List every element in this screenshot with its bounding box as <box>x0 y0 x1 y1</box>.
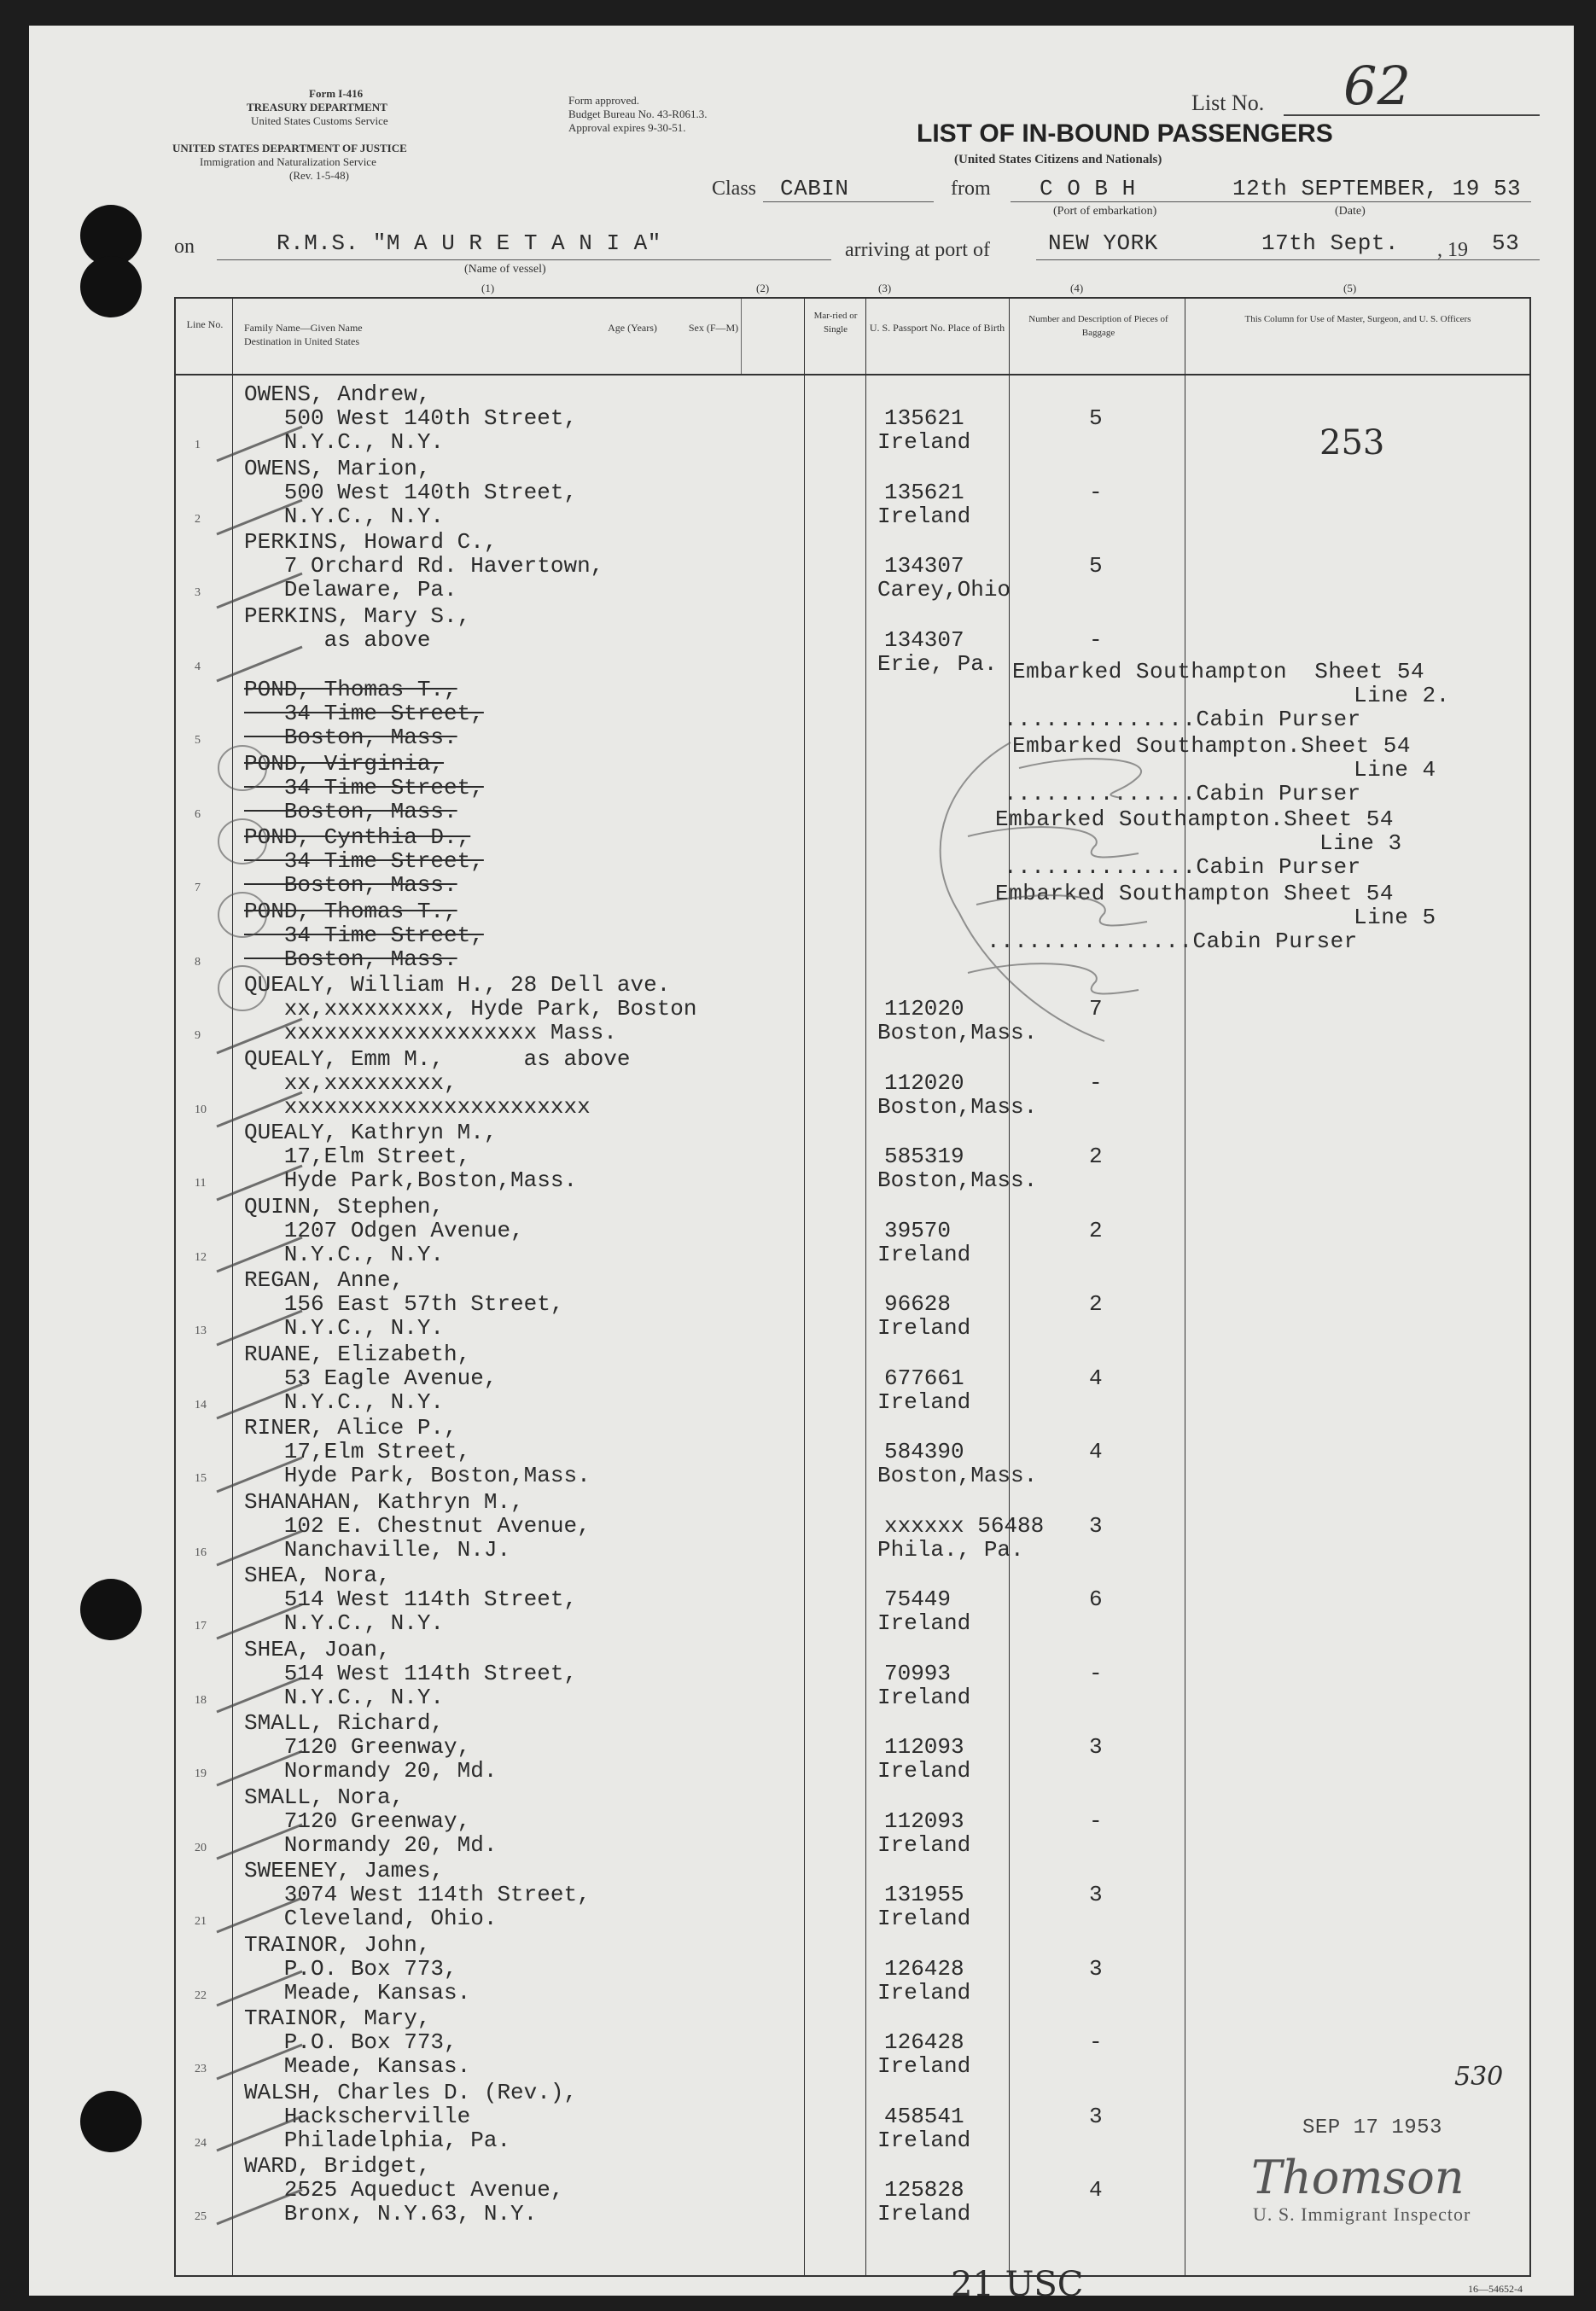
passenger-city: xxxxxxxxxxxxxxxxxxx Mass. <box>244 1020 617 1045</box>
baggage-count: 4 <box>1089 2177 1103 2203</box>
line-number: 12 <box>195 1250 207 1264</box>
ins: Immigration and Naturalization Service <box>200 155 376 168</box>
passenger-address: 7120 Greenway, <box>244 1807 471 1834</box>
embark-port: C O B H <box>1040 176 1136 201</box>
baggage-count: 2 <box>1089 1217 1103 1243</box>
inspector-signature: Thomson <box>1251 2151 1465 2204</box>
col-sex: Sex (F—M) <box>688 322 739 334</box>
revision: (Rev. 1-5-48) <box>289 169 349 182</box>
passenger-name: QUINN, Stephen, <box>244 1193 445 1220</box>
place-of-birth: Boston,Mass. <box>877 1167 1038 1193</box>
from-label: from <box>951 178 991 200</box>
passenger-name: WARD, Bridget, <box>244 2153 431 2179</box>
table-row <box>176 1045 1529 1120</box>
col-age: Age (Years) <box>608 322 657 334</box>
place-of-birth: Ireland <box>877 2201 971 2227</box>
form-approved: Form approved. <box>568 94 640 107</box>
line-number: 21 <box>195 1915 207 1928</box>
col-num-5: (5) <box>1343 282 1357 294</box>
baggage-count: - <box>1089 1660 1103 1686</box>
passenger-name: RINER, Alice P., <box>244 1415 457 1441</box>
place-of-birth: Ireland <box>877 1388 971 1415</box>
table-row <box>176 824 1529 898</box>
stamp-number: 530 <box>1454 2062 1504 2092</box>
passenger-city: Philadelphia, Pa. <box>244 2127 511 2153</box>
passenger-name: SHANAHAN, Kathryn M., <box>244 1488 524 1515</box>
table-row <box>176 1266 1529 1341</box>
place-of-birth: Ireland <box>877 1831 971 1858</box>
place-of-birth: Ireland <box>877 1979 971 2005</box>
col-line-no: Line No. <box>186 318 224 330</box>
table-row <box>176 1784 1529 1858</box>
embarked-purser: ..............Cabin Purser <box>1004 780 1361 806</box>
line-number: 6 <box>195 807 201 821</box>
passenger-city: N.Y.C., N.Y. <box>244 1684 445 1710</box>
arrival-port: NEW YORK <box>1048 230 1158 256</box>
table-row <box>176 1119 1529 1193</box>
passenger-address: 102 E. Chestnut Avenue, <box>244 1512 591 1539</box>
embarked-line: Line 2. <box>1354 683 1450 708</box>
passenger-city: Bronx, N.Y.63, N.Y. <box>244 2201 538 2227</box>
approval-expires: Approval expires 9-30-51. <box>568 121 686 134</box>
place-of-birth: Ireland <box>877 1315 971 1341</box>
passenger-name: REGAN, Anne, <box>244 1267 405 1293</box>
baggage-count: 6 <box>1089 1586 1103 1612</box>
passenger-address: 53 Eagle Avenue, <box>244 1365 498 1391</box>
passenger-address: 3074 West 114th Street, <box>244 1882 591 1907</box>
col-passport: U. S. Passport No. Place of Birth <box>869 322 1005 334</box>
passenger-city: Delaware, Pa. <box>244 577 457 602</box>
passenger-address: 7120 Greenway, <box>244 1734 471 1760</box>
passenger-name: OWENS, Andrew, <box>244 381 431 407</box>
passport-number: 126428 <box>884 2029 964 2055</box>
table-row <box>176 1636 1529 1710</box>
passenger-name: RUANE, Elizabeth, <box>244 1341 471 1367</box>
passenger-name: TRAINOR, John, <box>244 1931 431 1958</box>
year-prefix: , 19 <box>1437 239 1468 261</box>
line-number: 25 <box>195 2210 207 2223</box>
passenger-name: SMALL, Nora, <box>244 1784 405 1810</box>
line-number: 17 <box>195 1620 207 1633</box>
baggage-count: 3 <box>1089 1512 1103 1539</box>
place-of-birth: Ireland <box>877 1906 971 1931</box>
passenger-city: Hyde Park, Boston,Mass. <box>244 1463 591 1488</box>
baggage-count: 4 <box>1089 1439 1103 1464</box>
passport-number: 39570 <box>884 1217 952 1243</box>
passenger-city: Boston, Mass. <box>244 872 457 898</box>
passport-number: 677661 <box>884 1365 964 1391</box>
doj: UNITED STATES DEPARTMENT OF JUSTICE <box>172 142 407 154</box>
table-row <box>176 1931 1529 2005</box>
passport-number: 135621 <box>884 479 964 505</box>
passenger-name: POND, Virginia, <box>244 750 445 777</box>
passenger-address: P.O. Box 773, <box>244 2029 457 2055</box>
table-row <box>176 971 1529 1045</box>
passenger-city: Normandy 20, Md. <box>244 1758 498 1784</box>
passport-number: 112020 <box>884 996 964 1022</box>
place-of-birth: Ireland <box>877 1758 971 1784</box>
embarked-text: Embarked Southampton.Sheet 54 <box>995 806 1394 832</box>
passport-number: 112020 <box>884 1069 964 1096</box>
embarked-line: Line 3 <box>1319 830 1402 856</box>
passenger-address: 514 West 114th Street, <box>244 1660 578 1686</box>
passenger-address: 2525 Aqueduct Avenue, <box>244 2177 564 2203</box>
embarked-line: Line 5 <box>1354 904 1436 930</box>
passenger-city: Nanchaville, N.J. <box>244 1536 511 1563</box>
table-row <box>176 528 1529 602</box>
line-number: 8 <box>195 955 201 969</box>
on-label: on <box>174 236 195 258</box>
line-number: 13 <box>195 1324 207 1337</box>
place-of-birth: Erie, Pa. <box>877 650 998 677</box>
baggage-count: 3 <box>1089 1734 1103 1760</box>
place-of-birth: Ireland <box>877 429 971 455</box>
embark-date: 12th SEPTEMBER, 19 53 <box>1232 176 1522 201</box>
table-row <box>176 1193 1529 1267</box>
passport-number: 131955 <box>884 1882 964 1907</box>
passport-number: 112093 <box>884 1734 964 1760</box>
col-name: Family Name—Given Name <box>244 322 363 334</box>
treasury-dept: TREASURY DEPARTMENT <box>247 101 387 114</box>
passenger-city: Cleveland, Ohio. <box>244 1906 498 1931</box>
passenger-address: 17,Elm Street, <box>244 1439 471 1464</box>
customs-service: United States Customs Service <box>251 114 388 127</box>
passenger-rows <box>176 381 1529 2267</box>
passport-number: 585319 <box>884 1144 964 1169</box>
table-row <box>176 898 1529 972</box>
col-num-2: (2) <box>756 282 770 294</box>
col-officers: This Column for Use of Master, Surgeon, and U. S. Officers <box>1244 314 1471 324</box>
class-label: Class <box>712 178 757 200</box>
baggage-count: - <box>1089 2029 1103 2055</box>
line-number: 23 <box>195 2063 207 2075</box>
line-number: 11 <box>195 1177 207 1190</box>
line-number: 9 <box>195 1029 201 1042</box>
place-of-birth: Ireland <box>877 2127 971 2153</box>
embarked-purser: ...............Cabin Purser <box>987 928 1358 954</box>
table-row <box>176 1562 1529 1636</box>
col-destination: Destination in United States <box>244 335 359 347</box>
baggage-count: 5 <box>1089 553 1103 579</box>
table-row <box>176 2005 1529 2079</box>
table-row <box>176 2079 1529 2153</box>
passenger-city: N.Y.C., N.Y. <box>244 1315 445 1341</box>
passenger-name: QUEALY, Kathryn M., <box>244 1120 498 1145</box>
passport-number: 126428 <box>884 1955 964 1982</box>
line-number: 10 <box>195 1103 207 1116</box>
arriving-label: arriving at port of <box>845 239 990 261</box>
passport-number: 458541 <box>884 2103 964 2129</box>
passenger-address: 500 West 140th Street, <box>244 405 578 431</box>
page-subtitle: (United States Citizens and Nationals) <box>954 153 1162 166</box>
embarked-line: Line 4 <box>1354 756 1436 783</box>
list-no: 62 <box>1343 55 1411 117</box>
line-number: 20 <box>195 1841 207 1854</box>
passenger-address: as above <box>244 626 431 653</box>
passport-number: 135621 <box>884 405 964 431</box>
passenger-name: QUEALY, Emm M., as above <box>244 1045 631 1072</box>
passenger-name: PERKINS, Mary S., <box>244 602 471 629</box>
passenger-name: TRAINOR, Mary, <box>244 2005 431 2031</box>
passenger-address: 17,Elm Street, <box>244 1144 471 1169</box>
passport-number: 75449 <box>884 1586 952 1612</box>
place-of-birth: Ireland <box>877 2053 971 2079</box>
binder-hole <box>80 2091 142 2152</box>
baggage-count: 2 <box>1089 1144 1103 1169</box>
passenger-address: 34 Time Street, <box>244 848 484 874</box>
form-number: Form I-416 <box>309 87 364 100</box>
passenger-city: N.Y.C., N.Y. <box>244 429 445 455</box>
table-row <box>176 1414 1529 1488</box>
passenger-city: N.Y.C., N.Y. <box>244 1241 445 1267</box>
port-caption: (Port of embarkation) <box>1053 205 1157 218</box>
passenger-name: POND, Thomas T., <box>244 677 457 702</box>
table-row <box>176 1857 1529 1931</box>
date-caption: (Date) <box>1335 205 1366 218</box>
place-of-birth: Carey,Ohio <box>877 577 1011 602</box>
passenger-city: Hyde Park,Boston,Mass. <box>244 1167 578 1193</box>
baggage-count: 3 <box>1089 2103 1103 2129</box>
line-number: 4 <box>195 660 201 673</box>
baggage-count: - <box>1089 479 1103 505</box>
passenger-city: N.Y.C., N.Y. <box>244 503 445 529</box>
line-number: 3 <box>195 586 201 599</box>
line-number: 19 <box>195 1767 207 1780</box>
footer-handwriting: 21 USC <box>951 2265 1084 2304</box>
passenger-address: 34 Time Street, <box>244 922 484 948</box>
col-baggage: Number and Description of Pieces of Baggage <box>1028 314 1168 338</box>
line-number: 2 <box>195 512 201 526</box>
binder-hole <box>80 1579 142 1640</box>
table-row <box>176 602 1529 677</box>
passenger-address: P.O. Box 773, <box>244 1955 457 1982</box>
class-value: CABIN <box>780 176 849 201</box>
table-row <box>176 676 1529 750</box>
passport-number: 125828 <box>884 2177 964 2203</box>
passenger-name: SHEA, Joan, <box>244 1636 391 1662</box>
passenger-city: N.Y.C., N.Y. <box>244 1610 445 1636</box>
line-number: 5 <box>195 734 201 747</box>
place-of-birth: Ireland <box>877 1610 971 1636</box>
line-number: 22 <box>195 1988 207 2002</box>
passenger-city: Boston, Mass. <box>244 946 457 972</box>
place-of-birth: Boston,Mass. <box>877 1020 1038 1045</box>
page-title: LIST OF IN-BOUND PASSENGERS <box>917 119 1333 148</box>
embarked-purser: ..............Cabin Purser <box>1004 707 1361 732</box>
passenger-name: PERKINS, Howard C., <box>244 529 498 555</box>
table-row <box>176 1341 1529 1415</box>
passenger-name: QUEALY, William H., 28 Dell ave. <box>244 972 671 998</box>
baggage-count: 4 <box>1089 1365 1103 1391</box>
line-number: 7 <box>195 882 201 894</box>
passenger-name: SWEENEY, James, <box>244 1858 445 1883</box>
manifest-sheet <box>29 26 1574 2304</box>
place-of-birth: Ireland <box>877 1684 971 1710</box>
footer-code: 16—54652-4 <box>1468 2283 1523 2295</box>
budget-bureau: Budget Bureau No. 43-R061.3. <box>568 108 708 120</box>
passenger-city: N.Y.C., N.Y. <box>244 1388 445 1415</box>
line-number: 18 <box>195 1693 207 1707</box>
passenger-name: POND, Cynthia D., <box>244 824 471 850</box>
passenger-city: xxxxxxxxxxxxxxxxxxxxxxx <box>244 1093 591 1120</box>
vessel-caption: (Name of vessel) <box>464 263 546 276</box>
baggage-count: 7 <box>1089 996 1103 1022</box>
officer-number: 253 <box>1319 423 1385 463</box>
line-number: 15 <box>195 1472 207 1485</box>
embarked-text: Embarked Southampton.Sheet 54 <box>1012 732 1411 759</box>
passenger-city: Boston, Mass. <box>244 725 457 750</box>
passenger-name: OWENS, Marion, <box>244 455 431 481</box>
col-num-3: (3) <box>878 282 892 294</box>
passport-number: 584390 <box>884 1439 964 1464</box>
place-of-birth: Boston,Mass. <box>877 1093 1038 1120</box>
col-num-4: (4) <box>1070 282 1084 294</box>
passenger-name: SMALL, Richard, <box>244 1710 445 1736</box>
passenger-city: Boston, Mass. <box>244 798 457 824</box>
table-row <box>176 750 1529 824</box>
line-number: 24 <box>195 2136 207 2150</box>
baggage-count: - <box>1089 1807 1103 1834</box>
passenger-address: Hackscherville <box>244 2103 471 2129</box>
binder-hole <box>80 256 142 317</box>
passenger-address: 500 West 140th Street, <box>244 479 578 505</box>
embarked-text: Embarked Southampton Sheet 54 <box>995 880 1394 906</box>
baggage-count: 3 <box>1089 1955 1103 1982</box>
line-number: 14 <box>195 1398 207 1412</box>
passenger-name: WALSH, Charles D. (Rev.), <box>244 2079 578 2105</box>
place-of-birth: Ireland <box>877 503 971 529</box>
passenger-address: 34 Time Street, <box>244 701 484 726</box>
passenger-address: xx,xxxxxxxxx, Hyde Park, Boston <box>244 996 697 1022</box>
passenger-address: 1207 Odgen Avenue, <box>244 1217 524 1243</box>
passenger-address: 514 West 114th Street, <box>244 1586 578 1612</box>
passenger-city: Meade, Kansas. <box>244 2053 471 2079</box>
table-row <box>176 1709 1529 1784</box>
table-row <box>176 1488 1529 1563</box>
vessel-name: R.M.S. "M A U R E T A N I A" <box>277 230 661 256</box>
arrival-year: 53 <box>1492 230 1520 256</box>
table-row <box>176 455 1529 529</box>
passport-number: 134307 <box>884 553 964 579</box>
passenger-address: 34 Time Street, <box>244 774 484 800</box>
embarked-text: Embarked Southampton Sheet 54 <box>1012 659 1425 684</box>
baggage-count: 2 <box>1089 1291 1103 1317</box>
passenger-name: SHEA, Nora, <box>244 1563 391 1588</box>
passenger-table <box>174 297 1531 2277</box>
passenger-address: xx,xxxxxxxxx, <box>244 1069 457 1096</box>
arrival-date: 17th Sept. <box>1261 230 1400 256</box>
place-of-birth: Phila., Pa. <box>877 1536 1024 1563</box>
baggage-count: 5 <box>1089 405 1103 431</box>
passenger-name: POND, Thomas T., <box>244 898 457 924</box>
place-of-birth: Ireland <box>877 1241 971 1267</box>
line-number: 1 <box>195 439 201 451</box>
passenger-address: 156 East 57th Street, <box>244 1291 564 1317</box>
baggage-count: 3 <box>1089 1882 1103 1907</box>
passport-number: 112093 <box>884 1807 964 1834</box>
place-of-birth: Boston,Mass. <box>877 1463 1038 1488</box>
passenger-address: 7 Orchard Rd. Havertown, <box>244 553 604 579</box>
passport-number: 134307 <box>884 626 964 653</box>
col-num-1: (1) <box>481 282 495 294</box>
passenger-city: Meade, Kansas. <box>244 1979 471 2005</box>
line-number: 16 <box>195 1546 207 1559</box>
col-married: Mar-ried or Single <box>813 311 858 335</box>
baggage-count: - <box>1089 626 1103 653</box>
passenger-city: Normandy 20, Md. <box>244 1831 498 1858</box>
passport-number: xxxxxx 56488 <box>884 1512 1045 1539</box>
passport-number: 96628 <box>884 1291 952 1317</box>
passport-number: 70993 <box>884 1660 952 1686</box>
baggage-count: - <box>1089 1069 1103 1096</box>
list-no-label: List No. <box>1191 90 1265 115</box>
stamp-date: SEP 17 1953 <box>1302 2116 1442 2139</box>
embarked-purser: ..............Cabin Purser <box>1004 854 1361 880</box>
inspector-title: U. S. Immigrant Inspector <box>1253 2203 1471 2225</box>
